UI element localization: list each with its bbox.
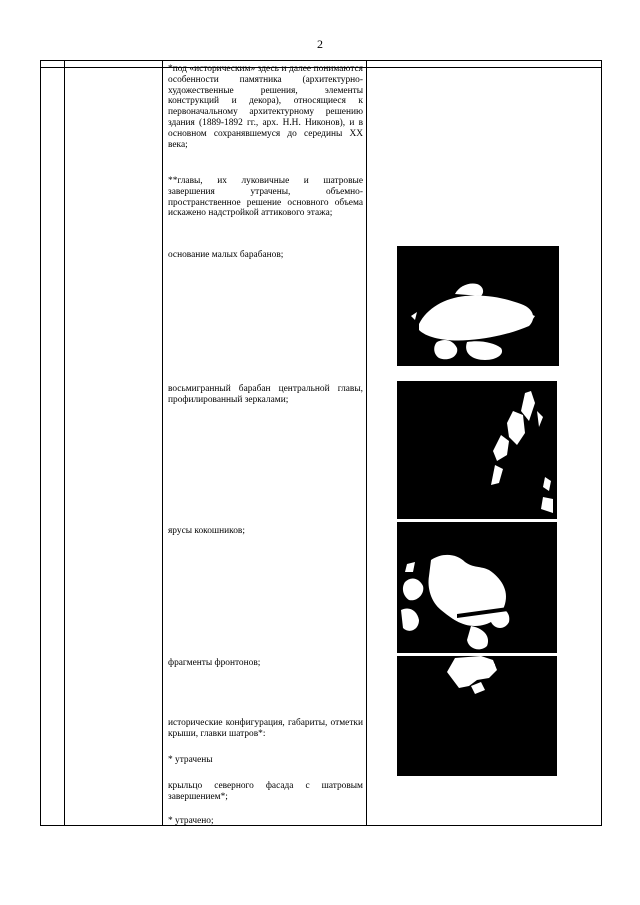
historical-definition-note: *под «историческим» здесь и далее понимаются особенности памятника (архитектурно-художественные решения, элементы конструкций и декора), относящиеся к первоначальному архитектурному решению здания (1889-1892 гг., арх. Н.Н. Никонов), и в основном сохранявшемуся до середины XX века; bbox=[168, 64, 363, 150]
page-number: 2 bbox=[317, 37, 323, 51]
item-kokoshnik-tiers: ярусы кокошников; bbox=[168, 526, 245, 536]
item-roof-configuration: исторические конфигурация, габариты, отметки крыши, главки шатров*: bbox=[168, 718, 363, 739]
photo-pediment-fragments bbox=[397, 656, 557, 776]
roof-lost-note: * утрачены bbox=[168, 755, 213, 765]
item-octagonal-drum: восьмигранный барабан центральной главы, профилированный зеркалами; bbox=[168, 384, 363, 405]
porch-lost-note: * утрачено; bbox=[168, 816, 214, 826]
photo-kokoshnik-tiers bbox=[397, 522, 557, 653]
photo-small-drums-base bbox=[397, 246, 559, 366]
description-column bbox=[168, 61, 363, 827]
column-divider bbox=[64, 61, 65, 825]
domes-lost-note: **главы, их луковичные и шатровые завершения утрачены, объемно-пространственное решение основного объема искажено надстройкой аттикового этажа; bbox=[168, 176, 363, 219]
column-divider bbox=[366, 61, 367, 825]
item-north-porch: крыльцо северного фасада с шатровым завершением*; bbox=[168, 781, 363, 802]
item-pediment-fragments: фрагменты фронтонов; bbox=[168, 658, 261, 668]
photo-octagonal-drum bbox=[397, 381, 557, 519]
item-small-drums-base: основание малых барабанов; bbox=[168, 250, 284, 260]
column-divider bbox=[162, 61, 163, 825]
